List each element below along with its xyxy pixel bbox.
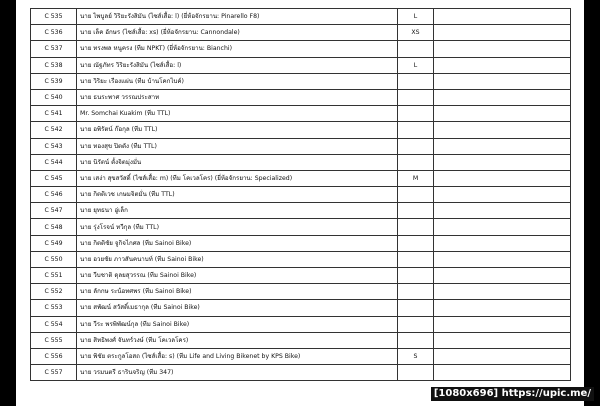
row-id-cell: C 544 [31,154,77,170]
row-name-cell: นาย สพัฒน์ สวัสดิ์เมธากุล (ทีม Sainoi Bike) [77,300,398,316]
table-row [31,89,571,105]
row-id-cell: C 555 [31,332,77,348]
row-size-cell [398,41,434,57]
row-extra-cell [434,89,571,105]
row-id-cell: C 537 [31,41,77,57]
row-id-cell: C 536 [31,25,77,41]
row-size-cell [398,89,434,105]
row-size-cell [398,187,434,203]
table-row [31,219,571,235]
row-id-cell: C 551 [31,268,77,284]
row-name-cell: นาย ณัฐภัทร วิริยะรังสิมัน (ไซส์เสื้อ: l) [77,57,398,73]
row-name-cell: นาย วิริยะ เรืองแผ่น (ทีม บ้านโคกไบค์) [77,73,398,89]
table-row [31,348,571,364]
row-extra-cell [434,9,571,25]
row-extra-cell [434,203,571,219]
row-size-cell: XS [398,25,434,41]
table-row [31,251,571,267]
table-row [31,203,571,219]
watermark: [1080x696] https://upic.me/ [431,387,594,401]
row-extra-cell [434,170,571,186]
row-id-cell: C 548 [31,219,77,235]
row-name-cell: นาย วีบชาติ ดุลยสุวรรณ (ทีม Sainoi Bike) [77,268,398,284]
row-id-cell: C 535 [31,9,77,25]
row-extra-cell [434,268,571,284]
row-extra-cell [434,300,571,316]
row-extra-cell [434,219,571,235]
row-name-cell: นาย ไพบูลย์ วิริยะรังสิมัน (ไซส์เสื้อ: l) (ยี่ห้อจักรยาน: Pinarello F8) [77,9,398,25]
row-size-cell [398,365,434,381]
row-size-cell [398,268,434,284]
document-page [16,0,584,406]
row-id-cell: C 554 [31,316,77,332]
row-size-cell [398,73,434,89]
row-extra-cell [434,25,571,41]
row-extra-cell [434,235,571,251]
row-size-cell [398,235,434,251]
row-size-cell [398,284,434,300]
table-row [31,316,571,332]
row-extra-cell [434,154,571,170]
row-id-cell: C 553 [31,300,77,316]
row-id-cell: C 557 [31,365,77,381]
table-row [31,9,571,25]
row-extra-cell [434,57,571,73]
table-row [31,300,571,316]
row-name-cell: นาย วีระ พรพิพัฒน์กุล (ทีม Sainoi Bike) [77,316,398,332]
row-id-cell: C 552 [31,284,77,300]
row-id-cell: C 538 [31,57,77,73]
row-extra-cell [434,284,571,300]
row-size-cell [398,154,434,170]
table-row [31,235,571,251]
row-name-cell: นาย สิทธิพงศ์ จันทร์วงษ์ (ทีม โคเวลโคร) [77,332,398,348]
row-name-cell: นาย อวยชัย ภาวสันคนาบท์ (ทีม Sainoi Bike) [77,251,398,267]
table-row [31,57,571,73]
row-name-cell: นาย กิตติเวช เกษมจิตมั่น (ทีม TTL) [77,187,398,203]
row-name-cell: นาย ธนระพาศ วรรณประสาท [77,89,398,105]
row-name-cell: นาย วรมนตรี ธารินจริญ (ทีม 347) [77,365,398,381]
row-extra-cell [434,122,571,138]
row-name-cell: นาย ยุทธนา อู่เล็ก [77,203,398,219]
row-name-cell: นาย ทรงพล หนูครง (ทีม NPKT) (ยี่ห้อจักรยาน: Bianchi) [77,41,398,57]
row-id-cell: C 543 [31,138,77,154]
row-size-cell: L [398,9,434,25]
row-extra-cell [434,106,571,122]
row-name-cell: Mr. Somchai Kuakim (ทีม TTL) [77,106,398,122]
row-name-cell: นาย ลักกษ ระน้อทศพร (ทีม Sainoi Bike) [77,284,398,300]
row-id-cell: C 545 [31,170,77,186]
row-id-cell: C 556 [31,348,77,364]
row-size-cell [398,122,434,138]
table-row [31,41,571,57]
table-row [31,268,571,284]
row-id-cell: C 540 [31,89,77,105]
row-size-cell: S [398,348,434,364]
participants-table [30,8,571,381]
table-row [31,73,571,89]
table-row [31,106,571,122]
table-row [31,25,571,41]
row-extra-cell [434,251,571,267]
row-id-cell: C 542 [31,122,77,138]
row-extra-cell [434,365,571,381]
row-size-cell [398,332,434,348]
row-id-cell: C 550 [31,251,77,267]
row-name-cell: นาย เสง่า สุขสวัสดิ์ (ไซส์เสื้อ: m) (ทีม โคเวลโคร) (ยี่ห้อจักรยาน: Specialized) [77,170,398,186]
row-size-cell: L [398,57,434,73]
row-name-cell: นาย กิตติชัย จูกิจไกศล (ทีม Sainoi Bike) [77,235,398,251]
row-size-cell [398,138,434,154]
table-row [31,365,571,381]
row-extra-cell [434,187,571,203]
row-name-cell: นาย นิรัตน์ ตั้งจิตมุ่งมั่น [77,154,398,170]
row-size-cell [398,251,434,267]
table-row [31,284,571,300]
row-name-cell: นาย ทองสุข ปิตตัง (ทีม TTL) [77,138,398,154]
row-size-cell: M [398,170,434,186]
row-size-cell [398,300,434,316]
row-id-cell: C 539 [31,73,77,89]
row-extra-cell [434,138,571,154]
row-extra-cell [434,332,571,348]
row-extra-cell [434,348,571,364]
row-id-cell: C 547 [31,203,77,219]
row-name-cell: นาย เล็ค อักษร (ไซส์เสื้อ: xs) (ยี่ห้อจักรยาน: Cannondale) [77,25,398,41]
table-row [31,170,571,186]
row-size-cell [398,203,434,219]
table-row [31,122,571,138]
table-row [31,332,571,348]
row-name-cell: นาย พิชัย ตระกูลโอสถ (ไซส์เสื้อ: s) (ทีม Life and Living Bikenet by KPS Bike) [77,348,398,364]
row-id-cell: C 546 [31,187,77,203]
row-size-cell [398,316,434,332]
row-name-cell: นาย อพิรัตน์ ก๊อกุล (ทีม TTL) [77,122,398,138]
table-row [31,154,571,170]
table-row [31,187,571,203]
row-name-cell: นาย รุ่งโรจน์ ทวีกุล (ทีม TTL) [77,219,398,235]
participants-table-body [31,9,571,381]
row-size-cell [398,219,434,235]
row-id-cell: C 541 [31,106,77,122]
row-id-cell: C 549 [31,235,77,251]
row-extra-cell [434,316,571,332]
row-extra-cell [434,73,571,89]
row-size-cell [398,106,434,122]
table-row [31,138,571,154]
row-extra-cell [434,41,571,57]
